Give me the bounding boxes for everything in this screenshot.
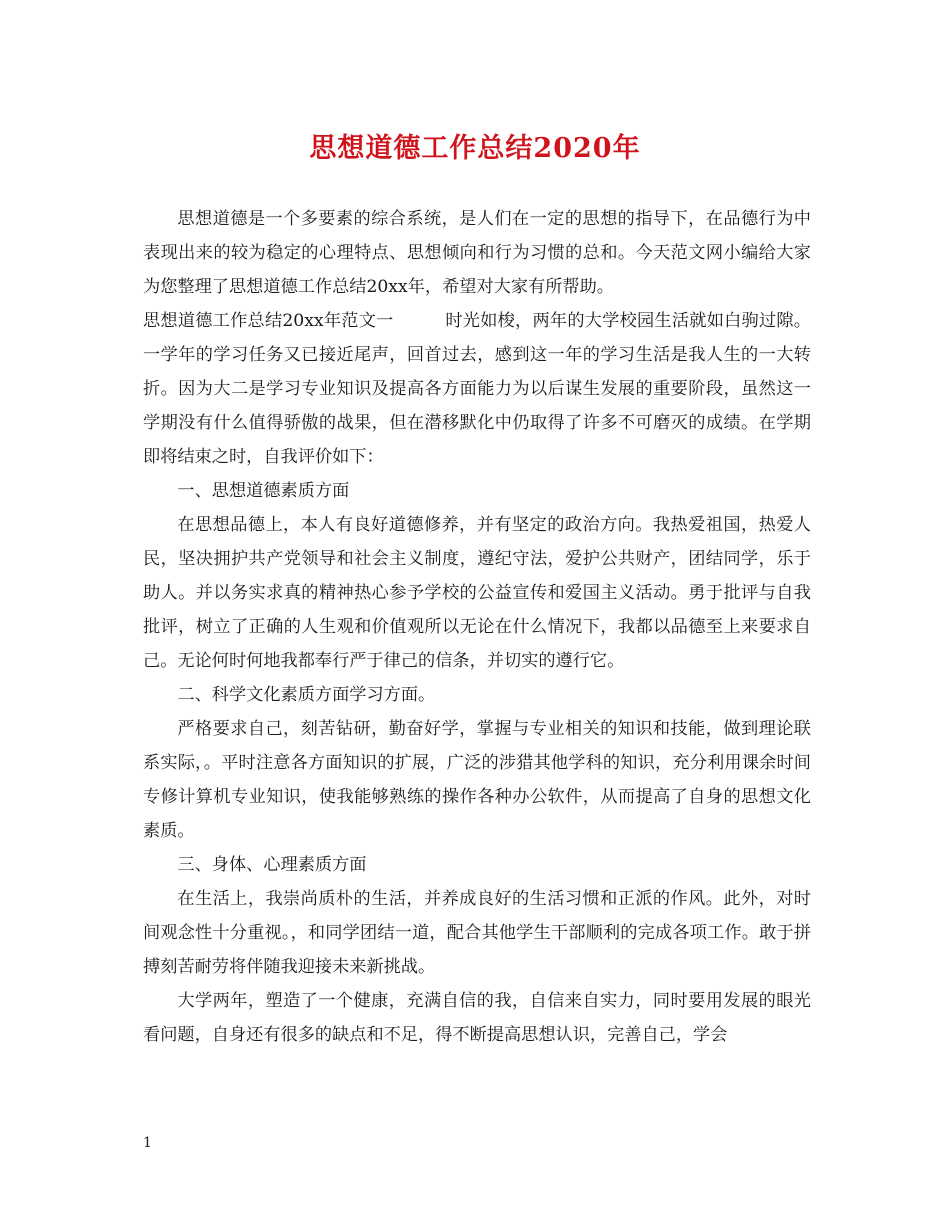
page-number: 1 bbox=[143, 1135, 152, 1151]
sample-paragraph bbox=[143, 304, 811, 474]
section2-heading: 二、科学文化素质方面学习方面。 bbox=[177, 685, 436, 705]
section2-paragraph: 严格要求自己，刻苦钻研，勤奋好学，掌握与专业相关的知识和技能，做到理论联系实际，。平时注意各方面知识的扩展，广泛的涉猎其他学科的知识，充分利用课余时间专修计算机专业知识，使我能够熟练的操作各种办公软件，从而提高了自身的思想文化素质。 bbox=[143, 719, 811, 841]
intro-paragraph: 思想道德是一个多要素的综合系统，是人们在一定的思想的指导下，在品德行为中表现出来的较为稳定的心理特点、思想倾向和行为习惯的总和。今天范文网小编给大家为您整理了思想道德工作总结20xx年，希望对大家有所帮助。 bbox=[143, 209, 811, 297]
sample-opening: 时光如梭，两年的大学校园生活就如白驹过隙。一学年的学习任务又已接近尾声，回首过去，感到这一年的学习生活是我人生的一大转折。因为大二是学习专业知识及提高各方面能力为以后谋生发展的重要阶段，虽然这一学期没有什么值得骄傲的战果，但在潜移默化中仍取得了许多不可磨灭的成绩。在学期即将结束之时，自我评价如下： bbox=[143, 311, 811, 467]
section3-heading: 三、身体、心理素质方面 bbox=[177, 855, 367, 875]
document-body bbox=[143, 202, 811, 1052]
document-title: 思想道德工作总结2020年 bbox=[309, 133, 641, 164]
sample-heading: 思想道德工作总结20xx年范文一 bbox=[143, 311, 394, 331]
section1-heading: 一、思想道德素质方面 bbox=[177, 481, 350, 501]
section3-paragraph: 在生活上，我崇尚质朴的生活，并养成良好的生活习惯和正派的作风。此外，对时间观念性十分重视。，和同学团结一道，配合其他学生干部顺利的完成各项工作。敢于拼搏刻苦耐劳将伴随我迎接未来新挑战。 bbox=[143, 889, 811, 977]
section1-paragraph: 在思想品德上，本人有良好道德修养，并有坚定的政治方向。我热爱祖国，热爱人民，坚决拥护共产党领导和社会主义制度，遵纪守法，爱护公共财产，团结同学，乐于助人。并以务实求真的精神热心参予学校的公益宣传和爱国主义活动。勇于批评与自我批评，树立了正确的人生观和价值观所以无论在什么情况下，我都以品德至上来要求自己。无论何时何地我都奉行严于律己的信条，并切实的遵行它。 bbox=[143, 515, 811, 671]
closing-paragraph: 大学两年，塑造了一个健康，充满自信的我，自信来自实力，同时要用发展的眼光看问题，自身还有很多的缺点和不足，得不断提高思想认识，完善自己，学会 bbox=[143, 991, 811, 1045]
